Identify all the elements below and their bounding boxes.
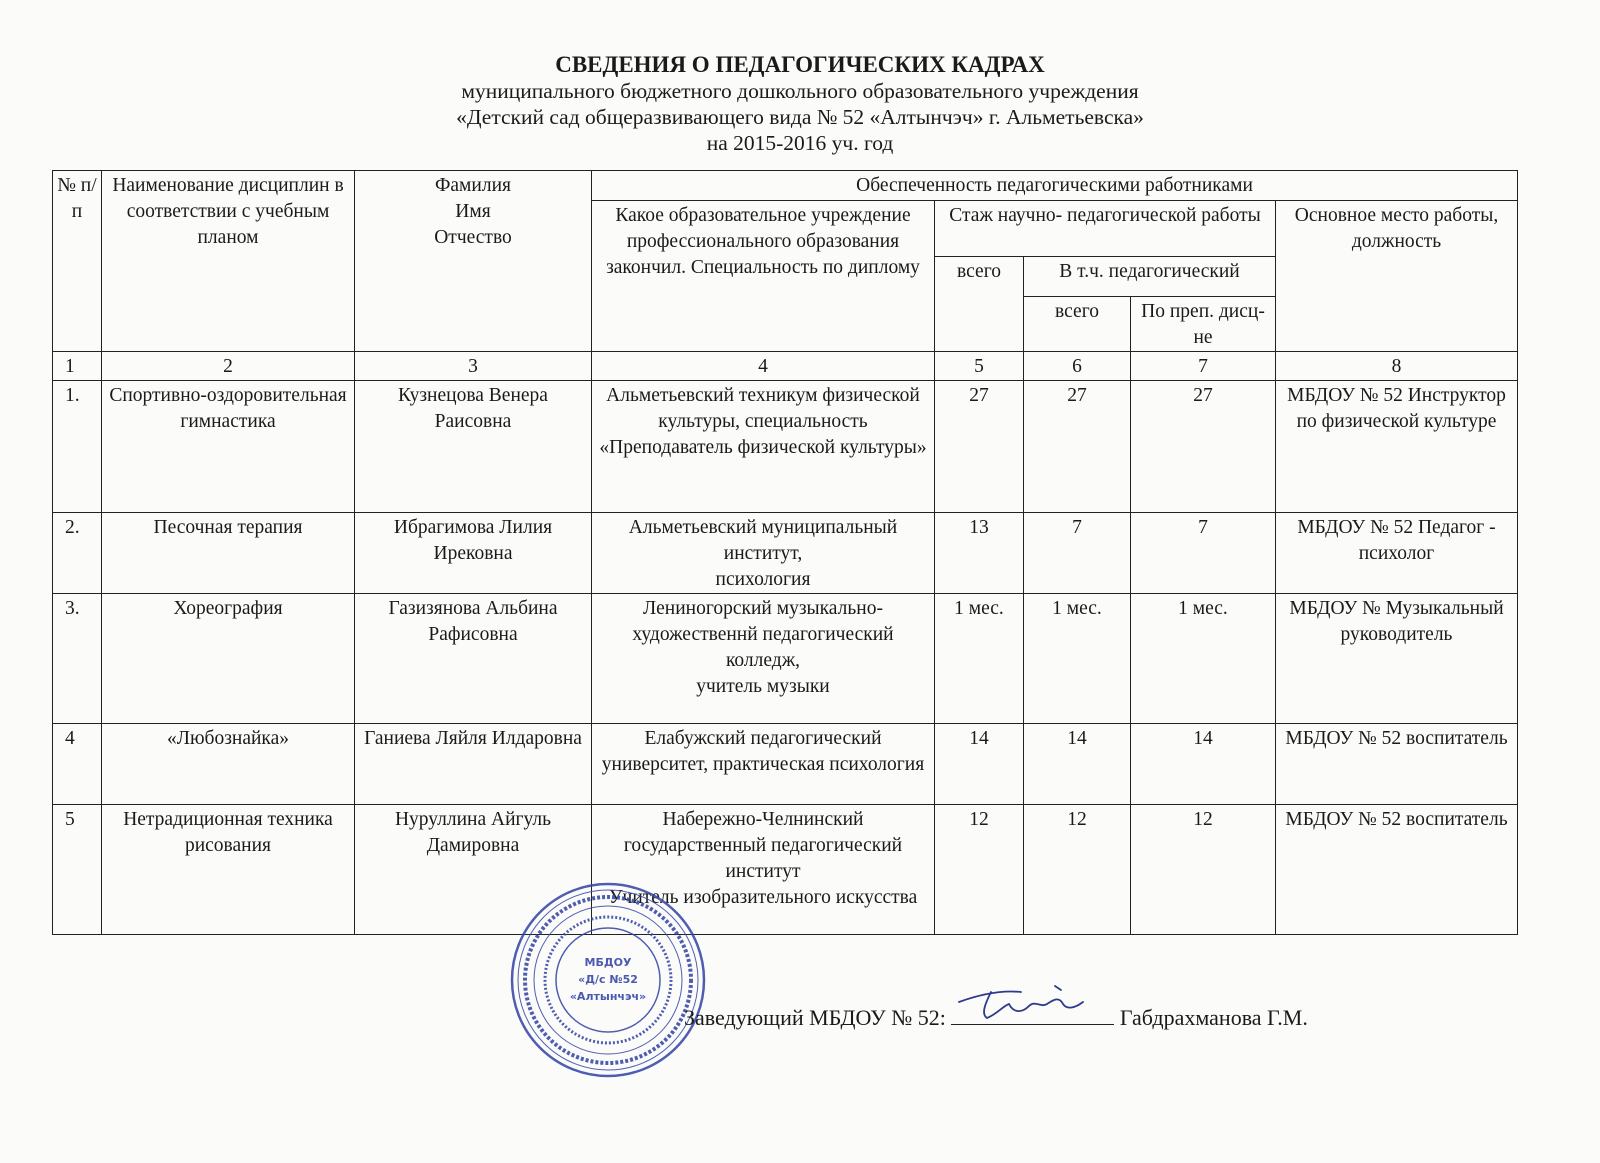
row-discipline: Хореография	[102, 594, 355, 724]
col-number: 4	[592, 352, 935, 381]
row-discipline: Нетрадиционная техника рисования	[102, 805, 355, 935]
table-row	[53, 805, 1518, 935]
header-discipline: Наименование дисциплин в соответствии с учебным планом	[102, 171, 355, 352]
director-name: Габдрахманова Г.М.	[1119, 1005, 1308, 1030]
row-num: 3.	[53, 594, 102, 724]
row-education: Альметьевский техникум физической культуры, специальность «Преподаватель физической культуры»	[592, 381, 935, 513]
institution-name: «Детский сад общеразвивающего вида № 52 «Алтынчэч» г. Альметьевска»	[456, 105, 1144, 129]
signature-field	[951, 1004, 1114, 1025]
row-name: Нуруллина Айгуль Дамировна	[355, 805, 592, 935]
header-workplace: Основное место работы, должность	[1276, 201, 1518, 352]
row-name: Ганиева Ляйля Илдаровна	[355, 724, 592, 805]
header-first-name: Имя	[455, 201, 491, 222]
row-education	[592, 513, 935, 594]
row-subject: 12	[1131, 805, 1276, 935]
row-workplace: МБДОУ № 52 воспитатель	[1276, 724, 1518, 805]
row-num: 2.	[53, 513, 102, 594]
col-number: 3	[355, 352, 592, 381]
row-name: Ибрагимова Лилия Ирековна	[355, 513, 592, 594]
academic-year: на 2015-2016 уч. год	[706, 131, 894, 155]
education-institution: Набережно-Челнинский государственный педагогический институт	[623, 809, 903, 882]
col-number: 6	[1024, 352, 1131, 381]
row-num: 1.	[53, 381, 102, 513]
table-row	[53, 513, 1518, 594]
stamp-line-1: МБДОУ	[584, 956, 632, 969]
stamp-line-3: «Алтынчэч»	[569, 990, 647, 1003]
row-subject: 7	[1131, 513, 1276, 594]
row-workplace: МБДОУ № 52 воспитатель	[1276, 805, 1518, 935]
row-total: 1 мес.	[935, 594, 1024, 724]
row-discipline: Песочная терапия	[102, 513, 355, 594]
row-discipline: Спортивно-оздоровительная гимнастика	[102, 381, 355, 513]
col-number: 8	[1276, 352, 1518, 381]
row-name: Газизянова Альбина Рафисовна	[355, 594, 592, 724]
header-education: Какое образовательное учреждение профессионального образования закончил. Специальность по диплому	[592, 201, 935, 352]
row-workplace: МБДОУ № 52 Педагог - психолог	[1276, 513, 1518, 594]
row-total: 14	[935, 724, 1024, 805]
row-total: 13	[935, 513, 1024, 594]
col-number: 5	[935, 352, 1024, 381]
row-discipline: «Любознайка»	[102, 724, 355, 805]
table-row	[53, 724, 1518, 805]
row-ped: 1 мес.	[1024, 594, 1131, 724]
table-row	[53, 594, 1518, 724]
official-stamp	[508, 880, 708, 1080]
row-workplace: МБДОУ № Музыкальный руководитель	[1276, 594, 1518, 724]
handwritten-signature	[951, 978, 1114, 1024]
header-last-name: Фамилия	[435, 175, 511, 196]
education-institution: Альметьевский муниципальный институт,	[628, 517, 898, 564]
document-title: СВЕДЕНИЯ О ПЕДАГОГИЧЕСКИХ КАДРАХ	[555, 52, 1045, 77]
header-provision: Обеспеченность педагогическими работниками	[592, 171, 1518, 201]
header-fio	[355, 171, 592, 352]
col-number: 7	[1131, 352, 1276, 381]
row-total: 12	[935, 805, 1024, 935]
staff-table	[52, 170, 1518, 935]
col-number: 1	[53, 352, 102, 381]
row-workplace: МБДОУ № 52 Инструктор по физической культуре	[1276, 381, 1518, 513]
column-number-row	[53, 352, 1518, 381]
row-total: 27	[935, 381, 1024, 513]
header-experience: Стаж научно- педагогической работы	[935, 201, 1276, 257]
header-ped-total: всего	[1024, 297, 1131, 352]
row-ped: 7	[1024, 513, 1131, 594]
col-number: 2	[102, 352, 355, 381]
row-education	[592, 594, 935, 724]
institution-line: муниципального бюджетного дошкольного образовательного учреждения	[461, 79, 1139, 103]
row-ped: 12	[1024, 805, 1131, 935]
signature-line	[684, 1004, 1308, 1031]
row-education: Елабужский педагогический университет, практическая психология	[592, 724, 935, 805]
row-ped: 27	[1024, 381, 1131, 513]
education-specialty: Учитель изобразительного искусства	[608, 887, 918, 908]
row-num: 4	[53, 724, 102, 805]
signature-label: Заведующий МБДОУ № 52:	[684, 1005, 946, 1030]
table-row	[53, 381, 1518, 513]
document-header	[0, 52, 1600, 156]
row-subject: 14	[1131, 724, 1276, 805]
stamp-line-2: «Д/с №52	[578, 973, 638, 986]
header-middle-name: Отчество	[434, 227, 512, 248]
header-num: № п/п	[53, 171, 102, 352]
row-subject: 27	[1131, 381, 1276, 513]
header-by-subject: По преп. дисц-не	[1131, 297, 1276, 352]
header-incl-ped: В т.ч. педагогический	[1024, 257, 1276, 297]
education-specialty: психология	[715, 569, 811, 590]
education-specialty: учитель музыки	[696, 676, 830, 697]
row-ped: 14	[1024, 724, 1131, 805]
row-subject: 1 мес.	[1131, 594, 1276, 724]
row-num: 5	[53, 805, 102, 935]
row-name: Кузнецова Венера Раисовна	[355, 381, 592, 513]
education-institution: Лениногорский музыкально-художественнй педагогический колледж,	[632, 598, 894, 671]
header-total: всего	[935, 257, 1024, 352]
